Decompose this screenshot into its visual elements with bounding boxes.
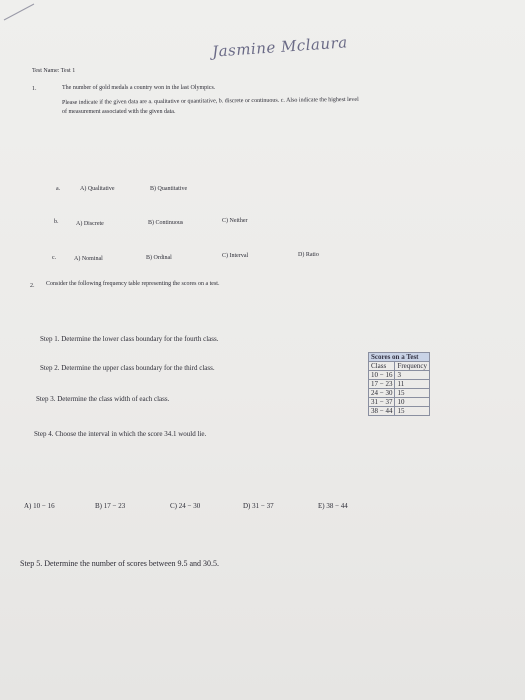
step4-option-a[interactable]: A) 10 − 16: [24, 502, 55, 510]
q1-part-a-option-a[interactable]: A) Qualitative: [80, 186, 115, 192]
test-name: Test Name: Test 1: [32, 68, 76, 74]
table-row: [369, 380, 430, 389]
table-cell-frequency: 15: [395, 407, 430, 416]
table-cell-frequency: 3: [395, 371, 430, 380]
q1-part-c-option-a[interactable]: A) Nominal: [74, 256, 103, 262]
q1-part-c-option-d[interactable]: D) Ratio: [298, 252, 319, 258]
table-cell-frequency: 11: [395, 380, 430, 389]
q2-step1: Step 1. Determine the lower class boundary for the fourth class.: [40, 335, 219, 343]
table-cell-class: 31 − 37: [369, 398, 395, 407]
q1-number: 1.: [32, 86, 37, 92]
step4-option-b[interactable]: B) 17 − 23: [95, 502, 126, 510]
table-header-class: Class: [369, 362, 395, 371]
q1-part-b-option-b[interactable]: B) Continuous: [148, 220, 184, 226]
q1-prompt: The number of gold medals a country won in the last Olympics.: [62, 85, 216, 91]
table-cell-class: 24 − 30: [369, 389, 395, 398]
table-cell-class: 17 − 23: [369, 380, 395, 389]
q1-part-b-label: b.: [54, 219, 59, 225]
q1-part-b-option-c[interactable]: C) Neither: [222, 218, 248, 224]
q1-instructions-line2: of measurement associated with the given data.: [62, 109, 176, 115]
student-signature: Jasmine Mclaura: [211, 33, 349, 61]
q1-part-b-option-a[interactable]: A) Discrete: [76, 221, 104, 227]
pen-mark-icon: [0, 0, 40, 24]
q1-part-a-option-b[interactable]: B) Quantitative: [150, 186, 188, 192]
q1-part-c-label: c.: [52, 255, 57, 261]
q2-step4: Step 4. Choose the interval in which the score 34.1 would lie.: [34, 430, 207, 438]
step4-option-d[interactable]: D) 31 − 37: [243, 502, 274, 510]
q1-part-c-option-c[interactable]: C) Interval: [222, 253, 249, 259]
table-row: [369, 407, 430, 416]
q1-instructions-line1: Please indicate if the given data are a. qualitative or quantitative, b. discrete or continuous. c. Also indicate the highest level: [61, 96, 359, 106]
table-row: [369, 389, 430, 398]
q2-step3: Step 3. Determine the class width of each class.: [36, 395, 170, 403]
table-cell-frequency: 10: [395, 398, 430, 407]
step4-option-c[interactable]: C) 24 − 30: [170, 502, 201, 510]
table-cell-class: 38 − 44: [369, 407, 395, 416]
table-row: [369, 371, 430, 380]
step4-option-e[interactable]: E) 38 − 44: [318, 502, 348, 510]
table-caption: Scores on a Test: [369, 353, 430, 362]
q1-part-c-option-b[interactable]: B) Ordinal: [146, 255, 172, 261]
frequency-table: [368, 352, 430, 416]
table-row: [369, 398, 430, 407]
q2-number: 2.: [30, 283, 35, 289]
table-header-frequency: Frequency: [395, 362, 430, 371]
q2-step5: Step 5. Determine the number of scores between 9.5 and 30.5.: [20, 559, 220, 568]
q2-prompt: Consider the following frequency table representing the scores on a test.: [46, 281, 220, 287]
table-cell-class: 10 − 16: [369, 371, 395, 380]
table-cell-frequency: 15: [395, 389, 430, 398]
q1-part-a-label: a.: [56, 186, 61, 192]
q2-step2: Step 2. Determine the upper class boundary for the third class.: [40, 364, 215, 372]
